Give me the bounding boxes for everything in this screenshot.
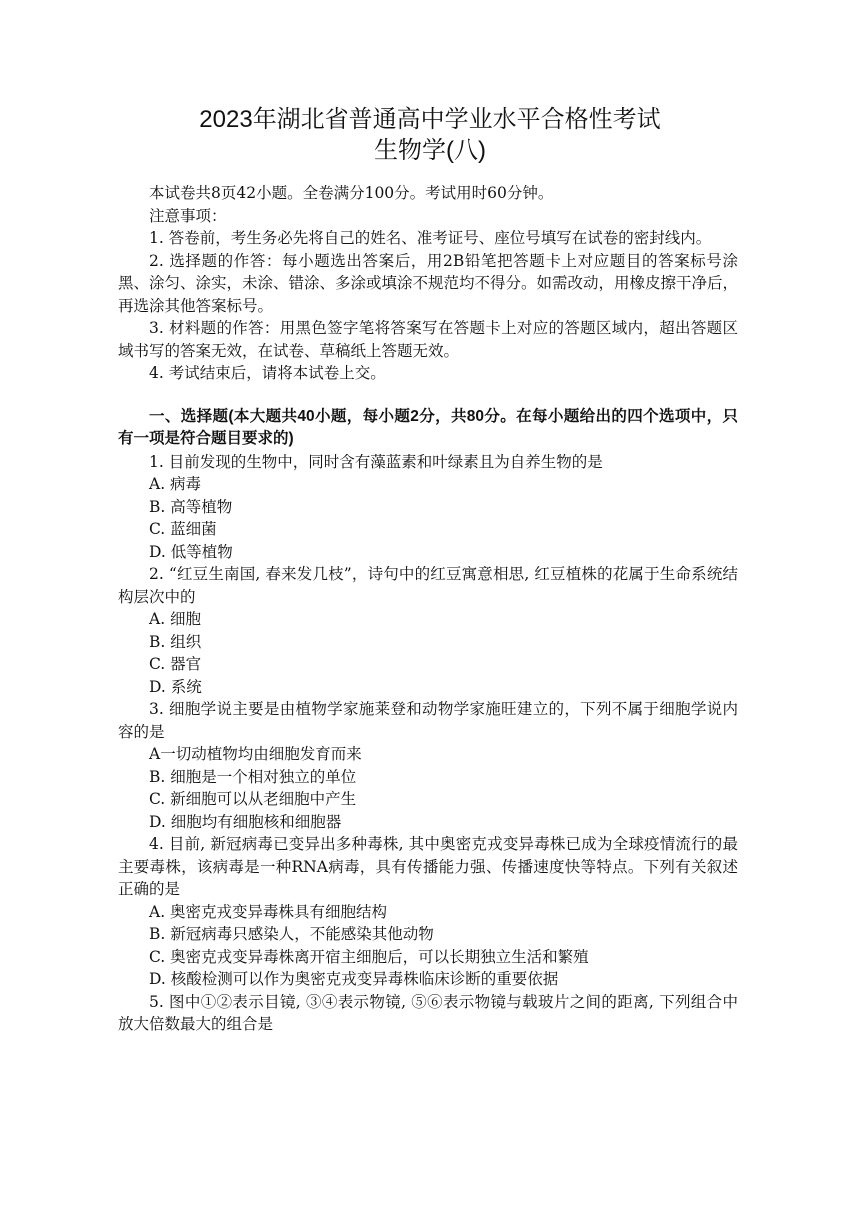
- question-stem: 1. 目前发现的生物中，同时含有藻蓝素和叶绿素且为自养生物的是: [149, 452, 603, 471]
- question-1: [118, 451, 738, 564]
- question-3: [118, 698, 738, 833]
- option-b: B. 新冠病毒只感染人，不能感染其他动物: [149, 925, 434, 943]
- option-b: B. 高等植物: [149, 497, 233, 516]
- question-stem: 3. 细胞学说主要是由植物学家施莱登和动物学家施旺建立的，下列不属于细胞学说内容的是: [118, 700, 738, 741]
- notice-item-4: 4. 考试结束后，请将本试卷上交。: [149, 364, 386, 382]
- option-b: B. 组织: [149, 632, 202, 651]
- option-c: C. 新细胞可以从老细胞中产生: [149, 790, 357, 808]
- option-a: A. 奥密克戎变异毒株具有细胞结构: [149, 902, 388, 921]
- question-stem: 2. “红豆生南国, 春来发几枝”，诗句中的红豆寓意相思, 红豆植株的花属于生命系统结构层次中的: [118, 565, 738, 606]
- option-d: D. 核酸检测可以作为奥密克戎变异毒株临床诊断的重要依据: [149, 970, 559, 988]
- question-stem: 5. 图中①②表示目镜, ③④表示物镜, ⑤⑥表示物镜与载玻片之间的距离, 下列组合中放大倍数最大的组合是: [118, 992, 738, 1033]
- question-4: [118, 833, 738, 991]
- option-d: D. 低等植物: [149, 542, 233, 561]
- option-a: A. 病毒: [149, 475, 202, 493]
- question-2: [118, 563, 738, 698]
- notice-item-2: 2. 选择题的作答：每小题选出答案后，用2B铅笔把答题卡上对应题目的答案标号涂黑、涂匀、涂实，未涂、错涂、多涂或填涂不规范均不得分。如需改动，用橡皮擦干净后，再选涂其他答案标号。: [118, 251, 739, 315]
- notice-item-3: 3. 材料题的作答：用黑色签字笔将答案写在答题卡上对应的答题区域内，超出答题区域书写的答案无效，在试卷、草稿纸上答题无效。: [118, 319, 738, 360]
- option-d: D. 细胞均有细胞核和细胞器: [149, 812, 342, 831]
- question-stem: 4. 目前, 新冠病毒已变异出多种毒株, 其中奥密克戎变异毒株已成为全球疫情流行的最主要毒株，该病毒是一种RNA病毒，具有传播能力强、传播速度快等特点。下列有关叙述正确的是: [118, 835, 738, 898]
- notice-heading: 注意事项：: [149, 206, 227, 225]
- exam-title: 2023年湖北省普通高中学业水平合格性考试: [199, 106, 661, 133]
- option-c: C. 奥密克戎变异毒株离开宿主细胞后，可以长期独立生活和繁殖: [149, 947, 589, 966]
- option-a: A一切动植物均由细胞发育而来: [149, 745, 362, 763]
- option-b: B. 细胞是一个相对独立的单位: [149, 767, 357, 786]
- exam-content: [118, 182, 738, 1036]
- notice-item-1: 1. 答卷前，考生务必先将自己的姓名、准考证号、座位号填写在试卷的密封线内。: [149, 229, 712, 247]
- option-c: C. 蓝细菌: [149, 520, 217, 538]
- option-d: D. 系统: [149, 677, 202, 696]
- exam-subject: 生物学(八): [374, 137, 486, 164]
- option-c: C. 器官: [149, 655, 202, 673]
- question-5: [118, 991, 738, 1036]
- section-heading: 一、选择题(本大题共40小题，每小题2分，共80分。在每小题给出的四个选项中，只有一项是符合题目要求的): [118, 407, 738, 447]
- exam-intro: 本试卷共8页42小题。全卷满分100分。考试用时60分钟。: [149, 184, 554, 202]
- section-spacer: [118, 385, 738, 406]
- title-block: [0, 104, 860, 166]
- option-a: A. 细胞: [149, 610, 202, 628]
